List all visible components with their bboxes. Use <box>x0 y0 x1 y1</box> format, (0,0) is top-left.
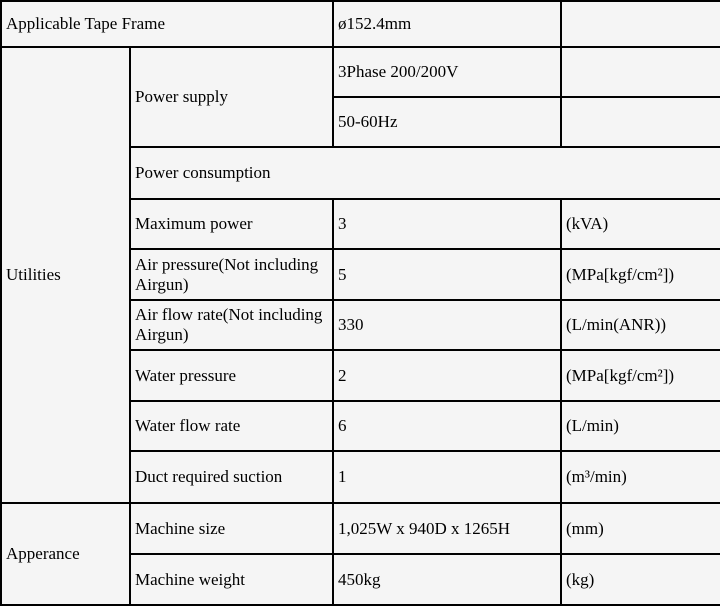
row-value-voltage: 3Phase 200/200V <box>333 47 561 97</box>
row-value: 6 <box>333 401 561 451</box>
row-value: 1,025W x 940D x 1265H <box>333 503 561 554</box>
row-unit: (MPa[kgf/cm²]) <box>561 350 720 401</box>
row-value: 5 <box>333 249 561 300</box>
row-unit: (L/min) <box>561 401 720 451</box>
row-unit: (kg) <box>561 554 720 605</box>
row-unit: (m³/min) <box>561 451 720 503</box>
table-row-machine-size <box>1 503 720 554</box>
row-value-frequency: 50-60Hz <box>333 97 561 147</box>
row-unit-frequency <box>561 97 720 147</box>
row-label: Machine size <box>130 503 333 554</box>
table-row-tape-frame <box>1 1 720 47</box>
row-label-power-consumption: Power consumption <box>130 147 720 199</box>
row-unit: (MPa[kgf/cm²]) <box>561 249 720 300</box>
table-row-power-supply-voltage <box>1 47 720 97</box>
group-label-utilities: Utilities <box>1 47 130 503</box>
row-label: Duct required suction <box>130 451 333 503</box>
row-unit: (mm) <box>561 503 720 554</box>
row-label: Water pressure <box>130 350 333 401</box>
row-label: Air flow rate(Not including Airgun) <box>130 300 333 350</box>
row-label: Maximum power <box>130 199 333 249</box>
row-value: 2 <box>333 350 561 401</box>
group-label-appearance: Apperance <box>1 503 130 605</box>
row-unit: (L/min(ANR)) <box>561 300 720 350</box>
row-value: 330 <box>333 300 561 350</box>
row-label: Machine weight <box>130 554 333 605</box>
row-label-power-supply: Power supply <box>130 47 333 147</box>
row-unit-tape-frame <box>561 1 720 47</box>
row-value: 450kg <box>333 554 561 605</box>
row-label: Water flow rate <box>130 401 333 451</box>
row-unit-voltage <box>561 47 720 97</box>
row-label: Air pressure(Not including Airgun) <box>130 249 333 300</box>
row-value: 1 <box>333 451 561 503</box>
row-unit: (kVA) <box>561 199 720 249</box>
row-label-tape-frame: Applicable Tape Frame <box>1 1 333 47</box>
row-value: 3 <box>333 199 561 249</box>
row-value-tape-frame: ø152.4mm <box>333 1 561 47</box>
